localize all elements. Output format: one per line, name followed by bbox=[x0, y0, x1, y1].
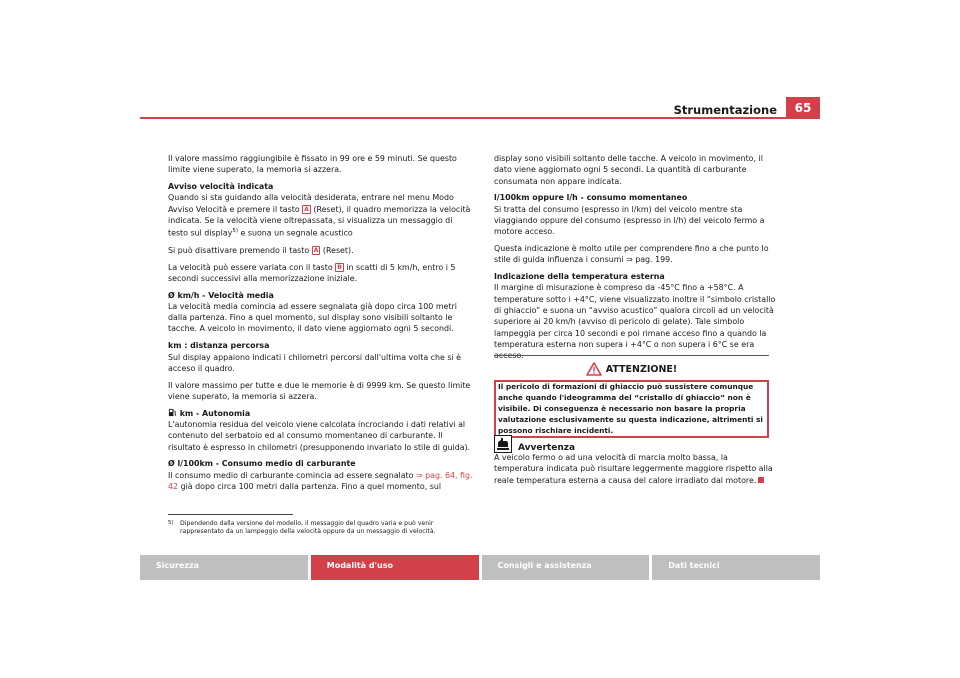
warning-header bbox=[494, 358, 769, 380]
note-text: A veicolo fermo o ad una velocità di marcia molto bassa, la temperatura indicata può risultare leggermente maggiore rispetto alla reale temperatura esterna a causa del calore irradiato dal motore. bbox=[494, 453, 773, 485]
paragraph: Si tratta del consumo (espresso in l/km) del veicolo mentre sta viaggiando oppure del consumo (espresso in l/h) del veicolo fermo a motore acceso. bbox=[494, 204, 765, 237]
tab-dati-tecnici[interactable]: Dati tecnici bbox=[649, 555, 820, 580]
paragraph: Quando si sta guidando alla velocità desiderata, entrare nel menu Modo Avviso Velocità e premere il tasto A (Reset), il quadro memorizza la velocità indicata. Se la velocità viene oltrepassata, si visualizza un messaggio di testo sul display$^{5)}$ e suona un segnale acustico bbox=[168, 193, 471, 238]
warning-title: ATTENZIONE! bbox=[605, 363, 678, 375]
paragraph: Si può disattivare premendo il tasto A (Reset). bbox=[168, 245, 354, 255]
tab-sicurezza[interactable]: Sicurezza bbox=[140, 555, 308, 580]
paragraph: Il valore massimo raggiungibile è fissato in 99 ore e 59 minuti. Se questo limite viene superato, la memoria si azzera. bbox=[168, 154, 457, 175]
note-header bbox=[494, 434, 575, 453]
paragraph: Sul display appaiono indicati i chilometri percorsi dall'ultima volta che si è acceso il quadro. bbox=[168, 352, 462, 373]
heading-temperatura-esterna: Indicazione della temperatura esterna bbox=[494, 272, 665, 282]
tab-consigli-assistenza[interactable]: Consigli e assistenza bbox=[479, 555, 650, 580]
heading-autonomia: km - Autonomia bbox=[168, 408, 473, 419]
paragraph: L'autonomia residua del veicolo viene calcolata incrociando i dati relativi al contenuto del serbatoio ed al consumo momentaneo di carburante. Il risultato è espresso in chilometri (presupponendo invariato lo stile di guida). bbox=[168, 420, 471, 452]
warning-triangle-icon bbox=[586, 362, 602, 376]
footnote-text: Dipendendo dalla versione del modello, il messaggio del quadro varia e può venir rappresentato da un lampeggio della velocità oppure da un messaggio di velocità. bbox=[180, 520, 436, 536]
heading-avviso-velocita: Avviso velocità indicata bbox=[168, 182, 274, 192]
left-column bbox=[168, 153, 473, 498]
header-rule bbox=[140, 117, 820, 119]
footnote-number: 5) bbox=[168, 520, 174, 526]
page-number: 65 bbox=[786, 97, 820, 119]
paragraph: Il valore massimo per tutte e due le memorie è di 9999 km. Se questo limite viene superato, la memoria si azzera. bbox=[168, 380, 471, 401]
key-a-symbol: A bbox=[313, 246, 319, 254]
end-of-section-marker-icon bbox=[758, 477, 764, 483]
footnote-rule bbox=[168, 514, 293, 515]
paragraph: La velocità media comincia ad essere segnalata già dopo circa 100 metri dalla partenza. Fino a quel momento, sul display sono visibili soltanto le tacche. A veicolo in movimento, il dato viene aggiornato ogni 5 secondi. bbox=[168, 301, 457, 334]
paragraph: Il margine di misurazione è compreso da -45°C fino a +58°C. A temperature sotto i +4°C, viene visualizzato inoltre il “simbolo cristallo di ghiaccio” e suona un “avviso acustico” qualora circoli ad un velocità superiore ai 20 km/h (avviso di pericolo di gelate). Tale simbolo lampeggia per circa 10 secondi e poi rimane acceso fino a quando la temperatura esterna non supera i +4°C o non supera i 6°C se era acceso. bbox=[494, 283, 776, 361]
warning-box bbox=[494, 355, 769, 438]
bottom-chapter-nav bbox=[140, 555, 820, 580]
footnote bbox=[168, 520, 473, 537]
paragraph: Il consumo medio di carburante comincia ad essere segnalato ⇒ pag. 64, fig. 42 già dopo circa 100 metri dalla partenza. Fino a quel momento, sul bbox=[168, 470, 473, 492]
heading-velocita-media: Ø km/h - Velocità media bbox=[168, 290, 274, 300]
key-b-symbol: B bbox=[337, 263, 342, 271]
footnote-ref: 5) bbox=[232, 228, 238, 235]
paragraph: Questa indicazione è molto utile per comprendere fino a che punto lo stile di guida influenza i consumi ⇒ pag. 199. bbox=[494, 244, 769, 265]
note-title: Avvertenza bbox=[518, 443, 576, 453]
page-section-title: Strumentazione bbox=[673, 103, 777, 117]
heading-distanza: km : distanza percorsa bbox=[168, 341, 270, 351]
right-column bbox=[494, 153, 776, 367]
paragraph: La velocità può essere variata con il tasto B in scatti di 5 km/h, entro i 5 secondi successivi alla memorizzazione iniziale. bbox=[168, 262, 456, 283]
heading-consumo-momentaneo: l/100km oppure l/h - consumo momentaneo bbox=[494, 193, 688, 203]
tab-modalita-uso[interactable]: Modalità d'uso bbox=[308, 555, 479, 580]
heading-consumo-medio: Ø l/100km - Consumo medio di carburante bbox=[168, 459, 356, 469]
key-a-symbol: A bbox=[304, 205, 309, 213]
note-info-icon bbox=[494, 435, 512, 453]
paragraph: display sono visibili soltanto delle tacche. A veicolo in movimento, il dato viene aggiornato ogni 5 secondi. La quantità di carburante consumata non appare indicata. bbox=[494, 154, 763, 186]
warning-text: Il pericolo di formazioni di ghiaccio può sussistere comunque anche quando l'ideogramma del “cristallo di ghiaccio” non è visibile. Di conseguenza è necessario non basare la propria valutazione esclusivamente su questa indicazione, altrimenti si possono rischiare incidenti. bbox=[494, 381, 769, 438]
page-reference-link[interactable]: ⇒ pag. 64, fig. 42 bbox=[168, 470, 473, 492]
fuel-pump-icon bbox=[168, 408, 177, 417]
